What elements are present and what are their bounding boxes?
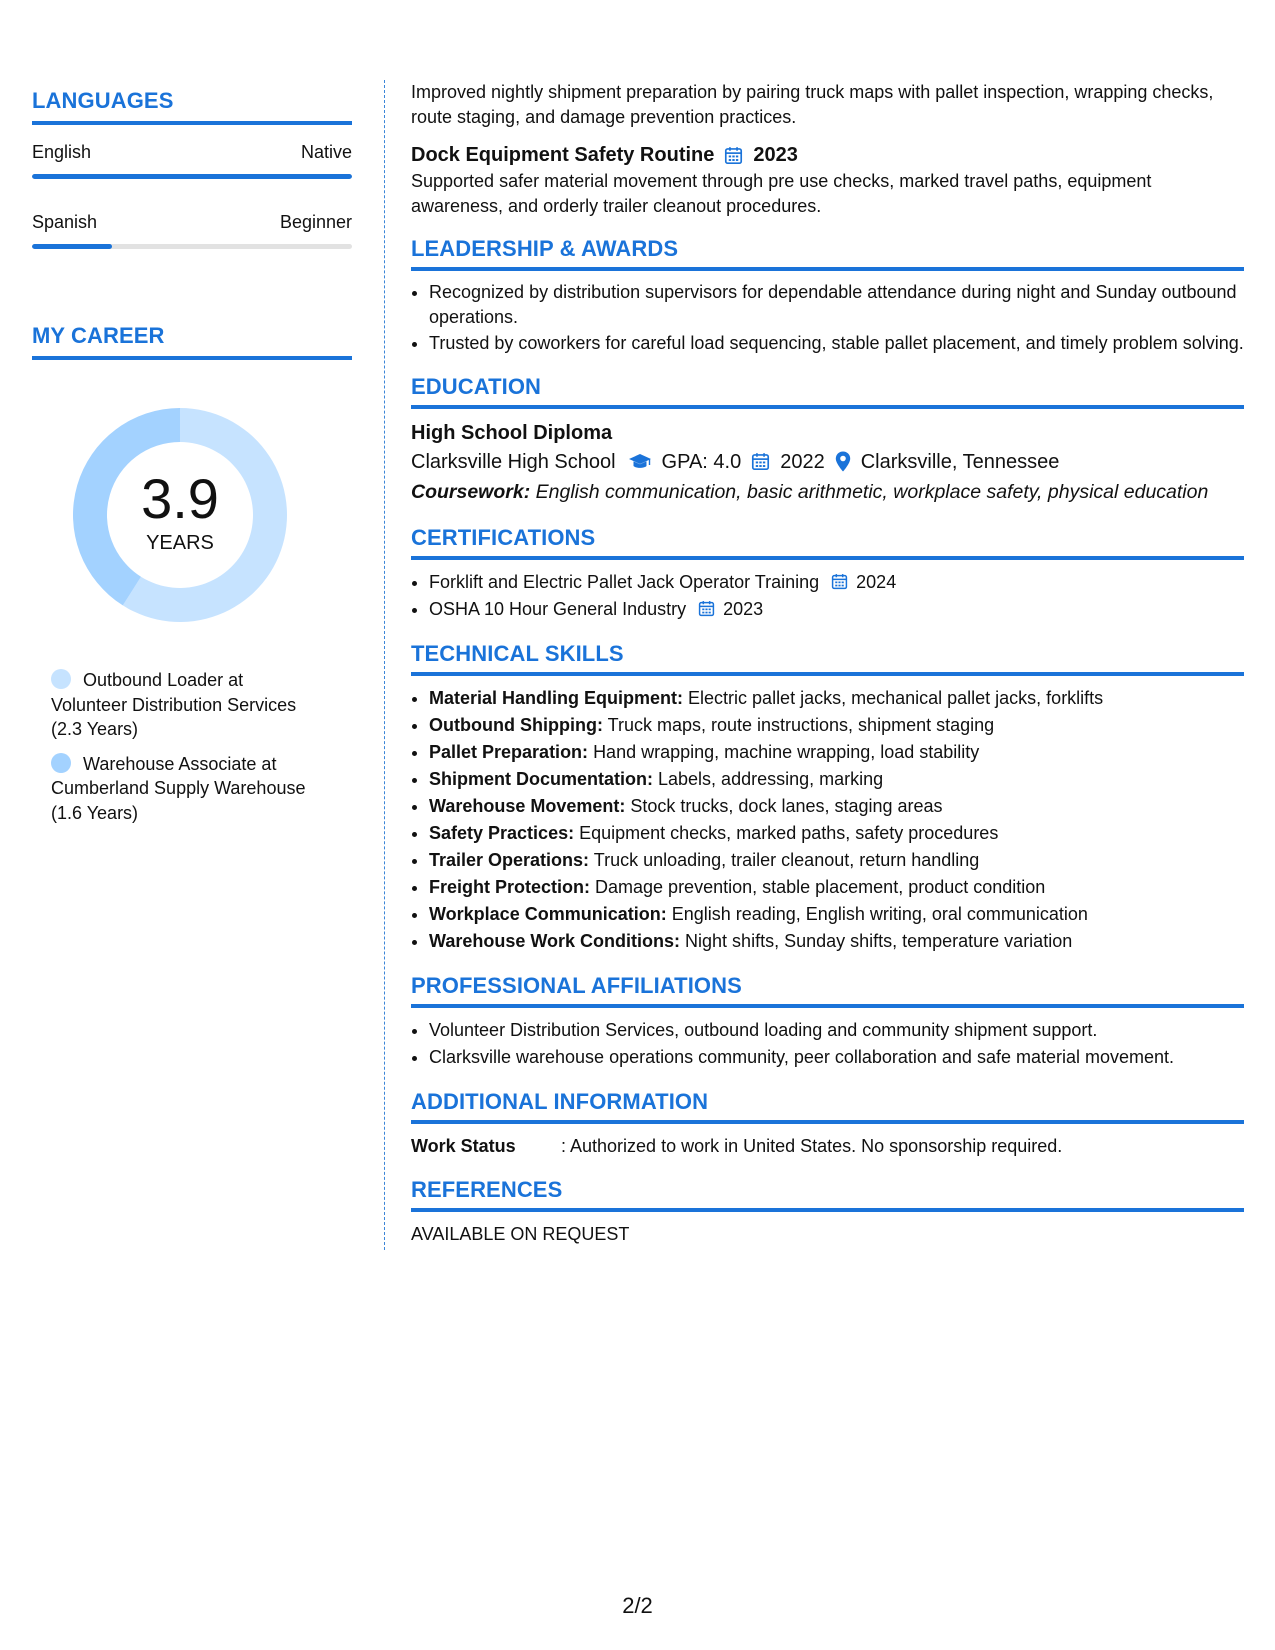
skill-label: Workplace Communication: bbox=[429, 903, 667, 924]
skill-value: Night shifts, Sunday shifts, temperature variation bbox=[685, 930, 1073, 951]
language-proficiency-bar bbox=[32, 174, 352, 179]
languages-title: LANGUAGES bbox=[32, 86, 352, 125]
leadership-section bbox=[411, 236, 1244, 356]
references-title: REFERENCES bbox=[411, 1177, 1244, 1212]
skill-value: Damage prevention, stable placement, product condition bbox=[595, 876, 1046, 897]
affiliations-section bbox=[411, 973, 1244, 1071]
calendar-icon bbox=[831, 573, 848, 590]
affiliations-title: PROFESSIONAL AFFILIATIONS bbox=[411, 973, 1244, 1008]
skill-label: Outbound Shipping: bbox=[429, 714, 603, 735]
skill-label: Warehouse Work Conditions: bbox=[429, 930, 681, 951]
skill-item bbox=[429, 685, 1244, 712]
certification-name: Forklift and Electric Pallet Jack Operator Training bbox=[429, 571, 820, 592]
skill-label: Pallet Preparation: bbox=[429, 741, 589, 762]
additional-info-title: ADDITIONAL INFORMATION bbox=[411, 1089, 1244, 1124]
language-level: Beginner bbox=[279, 212, 352, 232]
skill-item bbox=[429, 847, 1244, 874]
language-name: English bbox=[32, 142, 92, 162]
certification-item bbox=[429, 596, 1244, 623]
skill-item bbox=[429, 901, 1244, 928]
skill-item bbox=[429, 766, 1244, 793]
references-text: AVAILABLE ON REQUEST bbox=[411, 1223, 630, 1244]
certification-item bbox=[429, 569, 1244, 596]
leadership-item: • Recognized by distribution supervisors for dependable attendance during night and Sunday outbound operations. bbox=[429, 280, 1244, 329]
skill-item bbox=[429, 739, 1244, 766]
skill-item bbox=[429, 928, 1244, 955]
work-status-value: : Authorized to work in United States. No sponsorship required. bbox=[561, 1135, 1063, 1156]
leadership-item: • Trusted by coworkers for careful load sequencing, stable pallet placement, and timely problem solving. bbox=[429, 331, 1244, 356]
job-company: Volunteer Distribution Services bbox=[51, 694, 297, 715]
language-name: Spanish bbox=[32, 212, 98, 232]
skill-label: Material Handling Equipment: bbox=[429, 687, 684, 708]
affiliation-item: • Clarksville warehouse operations community, peer collaboration and safe material movement. bbox=[429, 1044, 1244, 1071]
work-status-row bbox=[411, 1133, 1244, 1159]
career-legend-item bbox=[51, 668, 352, 742]
education-degree: High School Diploma bbox=[411, 421, 613, 444]
project-header bbox=[411, 141, 1244, 169]
certification-year: 2023 bbox=[723, 598, 764, 619]
skill-value: Electric pallet jacks, mechanical pallet jacks, forklifts bbox=[688, 687, 1104, 708]
location-pin-icon bbox=[835, 451, 851, 472]
career-total-value: 3.9 bbox=[141, 467, 219, 530]
language-proficiency-fill bbox=[32, 174, 352, 179]
certifications-section bbox=[411, 525, 1244, 623]
references-section bbox=[411, 1177, 1244, 1247]
language-proficiency-fill bbox=[32, 244, 112, 249]
certification-year: 2024 bbox=[856, 571, 897, 592]
leadership-title: LEADERSHIP & AWARDS bbox=[411, 236, 1244, 271]
job-company: Cumberland Supply Warehouse bbox=[51, 778, 306, 798]
skill-value: Stock trucks, dock lanes, staging areas bbox=[630, 795, 943, 816]
skill-item bbox=[429, 793, 1244, 820]
calendar-icon bbox=[724, 146, 743, 165]
language-item-spanish bbox=[32, 209, 352, 249]
career-total-unit: YEARS bbox=[146, 532, 214, 554]
page-number: 2/2 bbox=[622, 1593, 653, 1618]
certification-name: OSHA 10 Hour General Industry bbox=[429, 598, 687, 619]
job-duration: (2.3 Years) bbox=[51, 719, 139, 739]
donut-center bbox=[65, 400, 295, 630]
coursework-label: Coursework: bbox=[411, 480, 531, 503]
career-legend bbox=[32, 668, 352, 825]
education-location: Clarksville, Tennessee bbox=[860, 450, 1060, 473]
legend-dot bbox=[51, 669, 71, 689]
skill-value: Hand wrapping, machine wrapping, load stability bbox=[593, 741, 980, 762]
project-description: Supported safer material movement through pre use checks, marked travel paths, equipment awareness, and orderly trailer cleanout procedures. bbox=[411, 171, 1152, 216]
job-duration: (1.6 Years) bbox=[51, 802, 139, 823]
language-item-english bbox=[32, 139, 352, 179]
project-title: Dock Equipment Safety Routine bbox=[411, 144, 715, 166]
skill-value: Truck unloading, trailer cleanout, return handling bbox=[593, 849, 980, 870]
skill-label: Warehouse Movement: bbox=[429, 795, 626, 816]
education-details bbox=[411, 447, 1244, 477]
work-status-label: Work Status bbox=[411, 1135, 516, 1156]
coursework-text: English communication, basic arithmetic, workplace safety, physical education bbox=[535, 480, 1209, 503]
job-title: Outbound Loader at bbox=[83, 670, 244, 690]
skill-label: Shipment Documentation: bbox=[429, 768, 653, 789]
skill-value: Truck maps, route instructions, shipment staging bbox=[607, 714, 995, 735]
legend-dot bbox=[51, 753, 71, 773]
career-legend-item bbox=[51, 752, 352, 826]
additional-info-section bbox=[411, 1089, 1244, 1159]
education-title: EDUCATION bbox=[411, 374, 1244, 409]
career-donut-chart bbox=[65, 400, 295, 630]
skill-value: Equipment checks, marked paths, safety procedures bbox=[579, 822, 999, 843]
certifications-title: CERTIFICATIONS bbox=[411, 525, 1244, 560]
project-intro-text: Improved nightly shipment preparation by pairing truck maps with pallet inspection, wrapping checks, route staging, and damage prevention practices. bbox=[411, 82, 1214, 127]
education-section bbox=[411, 374, 1244, 507]
calendar-icon bbox=[751, 452, 770, 471]
affiliation-item: • Volunteer Distribution Services, outbound loading and community shipment support. bbox=[429, 1017, 1244, 1044]
sidebar bbox=[32, 86, 352, 835]
calendar-icon bbox=[698, 600, 715, 617]
column-divider bbox=[384, 80, 385, 1250]
skill-label: Safety Practices: bbox=[429, 822, 575, 843]
skills-section bbox=[411, 641, 1244, 955]
skill-item bbox=[429, 820, 1244, 847]
graduation-cap-icon bbox=[628, 453, 652, 471]
skill-value: English reading, English writing, oral communication bbox=[671, 903, 1088, 924]
skill-value: Labels, addressing, marking bbox=[658, 768, 884, 789]
language-level: Native bbox=[300, 142, 352, 162]
main-column bbox=[411, 80, 1244, 1247]
skill-label: Freight Protection: bbox=[429, 876, 590, 897]
education-school: Clarksville High School bbox=[411, 450, 616, 473]
education-coursework bbox=[411, 477, 1244, 507]
skill-label: Trailer Operations: bbox=[429, 849, 590, 870]
skills-title: TECHNICAL SKILLS bbox=[411, 641, 1244, 676]
education-gpa: GPA: 4.0 bbox=[661, 450, 742, 473]
job-title: Warehouse Associate at bbox=[83, 753, 277, 774]
career-title: MY CAREER bbox=[32, 321, 352, 360]
project-date: 2023 bbox=[753, 144, 798, 166]
skill-item bbox=[429, 874, 1244, 901]
language-proficiency-bar bbox=[32, 244, 352, 249]
skill-item bbox=[429, 712, 1244, 739]
education-year: 2022 bbox=[780, 450, 825, 473]
